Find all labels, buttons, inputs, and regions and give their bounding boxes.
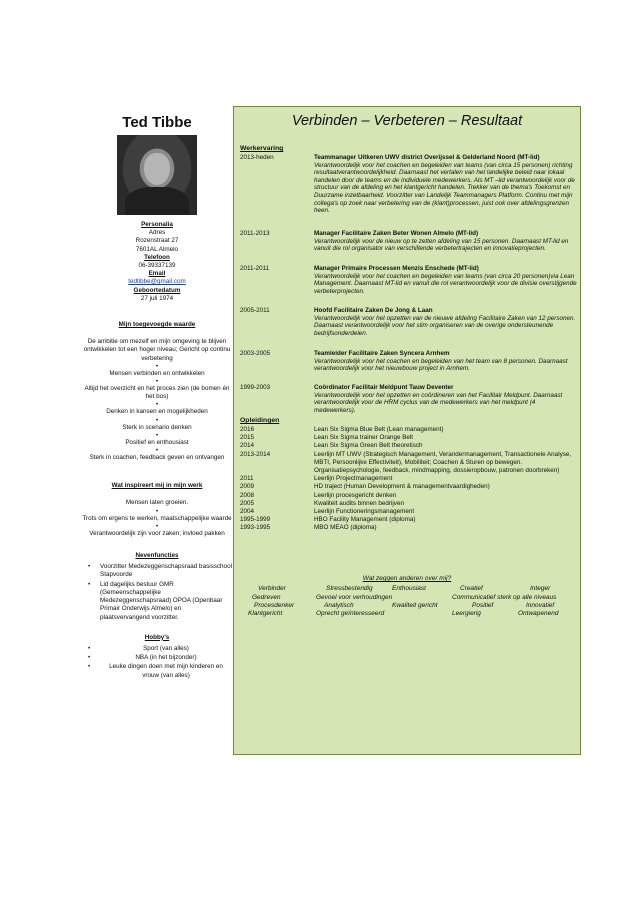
added-value-item: Mensen verbinden en ontwikkelen: [109, 369, 205, 377]
trait: Integer: [530, 585, 551, 592]
trait: Innovatief: [526, 602, 555, 609]
trait: Gedreven: [252, 594, 281, 601]
added-value-heading: Mijn toegevoegde waarde: [118, 321, 196, 329]
added-value-item: Altijd het overzicht en het proces zien (de bomen én het bos): [84, 385, 230, 401]
education-row: 2009 HD traject (Human Development & managementvaardigheden): [240, 483, 490, 491]
job-description: Verantwoordelijk voor het coachen en begeleiden van teams (van circa 20 personen)via Lean Management. Daarnaast MT-lid en vanuit die rol verantwoordelijk voor de divisie overstijgende verbeterprojecten.: [314, 272, 577, 295]
hobby-item: • Sport (van alles): [82, 645, 232, 653]
job-period: 2011-2011: [240, 265, 270, 272]
education-row: 2011 Leerlijn Projectmanagement: [240, 475, 393, 483]
hobby-item: • NBA (in het bijzonder): [82, 654, 232, 662]
function-item: • Voorzitter Medezeggenschapsraad basisschool Stapvoorde: [82, 563, 232, 579]
trait: Leergierig: [452, 610, 481, 617]
job-title: Coördinator Facilitair Meldpunt Tauw Deventer: [314, 384, 454, 391]
inspiration-heading: Wat inspireert mij in mijn werk: [111, 482, 203, 490]
job-entry: [240, 350, 578, 373]
job-title: Manager Facilitaire Zaken Beter Wonen Almelo (MT-lid): [314, 230, 479, 237]
experience-heading: Werkervaring: [240, 145, 284, 152]
added-value-item: Sterk in coachen, feedback geven en ontvangen: [89, 454, 225, 462]
personalia-heading: Personalia: [141, 221, 173, 228]
job-title: Manager Primaire Processen Menzis Enschede (MT-lid): [314, 265, 479, 272]
education-row: 2008 Leerlijn procesgericht denken: [240, 491, 397, 499]
profile-column: Ted Tibbe Personalia Adres Rozenstraat 27 7601AL Almelo Telefoon 06-39337139 Email tedtibbe@gmail.com Geboortedatum 27 juli 1974 Mijn toegevoegde waarde De ambitie om mezelf en mijn omgeving te blijven ontwikkelen tot een hoger niveau; Gericht op continu verbetering • Mensen verbinden en ontwikkelen • Altijd het overzicht en het proces zien (de bomen én het bos) • Denken in kansen en mogelijkheden • Sterk in scenario denken • Positief en enthousiast • Sterk in coachen, feedback geven en ontvangen Wat inspireert mij in mijn werk Mensen laten groeien. • Trots om ergens te werken, maatschappelijke waarde • Verantwoordelijk zijn voor zaken; invloed pakken Nevenfuncties • Voorzitter Medezeggenschapsraad basisschool Stapvoorde • Lid dagelijks bestuur GMR (Gemeenschappelijke Medezeggenschapsraad) OPOA (Openbaar Primair Onderwijs Almelo) en plaatsvervangend voorzitter. Hobby's • Sport (van alles) • NBA (in het bijzonder) • Leuke dingen doen met mijn kinderen en vrouw (van alles): [82, 108, 232, 681]
function-item: • Lid dagelijks bestuur GMR (Gemeenschappelijke Medezeggenschapsraad) OPOA (Openbaar Primair Onderwijs Almelo) en plaatsvervangend voorzitter.: [82, 581, 232, 622]
added-value-item: Sterk in scenario denken: [122, 423, 192, 431]
education-row: 1993-1995 MBO MEAO (diploma): [240, 524, 377, 532]
job-entry: [240, 230, 578, 253]
birth-label: Geboortedatum: [133, 286, 181, 294]
job-entry: [240, 307, 578, 337]
education-row: 2016 Lean Six Sigma Blue Belt (Lean management): [240, 426, 444, 433]
trait: Ontwapenend: [518, 610, 559, 617]
job-description: Verantwoordelijk voor de nieuw op te zetten afdeling van 15 personen. Daarnaast MT-lid en vanuit die rol organisator van verschillende verbetertrajecten en innovatieprojecten.: [314, 237, 569, 253]
job-entry: [240, 154, 578, 215]
job-title: Teammanager Uitkeren UWV district Overijssel & Gelderland Noord (MT-lid): [314, 154, 540, 161]
job-title: Teamleider Facilitaire Zaken Syncera Arnhem: [314, 350, 450, 357]
trait: Procesdenker: [254, 602, 295, 609]
education-row: 2005 Kwaliteit audits binnen bedrijven: [240, 499, 404, 507]
trait: Kwaliteit gericht: [392, 602, 438, 609]
added-value-item: De ambitie om mezelf en mijn omgeving te blijven ontwikkelen tot een hoger niveau; Gericht op continu verbetering: [83, 338, 231, 362]
education-row: 1995-1999 HBO Facility Management (diploma): [240, 516, 416, 524]
trait: Communicatief sterk op alle niveaus: [452, 594, 557, 601]
phone-number: 06-39337139: [138, 262, 176, 270]
city: 7601AL Almelo: [135, 245, 179, 253]
resume-panel: [233, 106, 581, 755]
functions-heading: Nevenfuncties: [135, 552, 179, 560]
education-row: 2004 Leerlijn Functioneringsmanagement: [240, 508, 415, 516]
added-value-item: Positief en enthousiast: [125, 438, 189, 446]
trait: Positief: [472, 602, 494, 609]
street: Rozenstraat 27: [135, 237, 179, 245]
education-row: 2015 Lean Six Sigma trainer Orange Belt: [240, 434, 414, 442]
education-list: [240, 426, 578, 533]
job-description: Verantwoordelijk voor het coachen en begeleiden van het team van 8 personen. Daarnaast verantwoordelijk voor het nieuwbouw project in Arnhem.: [314, 357, 568, 373]
phone-label: Telefoon: [144, 253, 170, 261]
email-label: Email: [148, 270, 166, 278]
trait: Klantgericht: [248, 610, 283, 617]
job-period: 2003-2005: [240, 350, 271, 357]
job-period: 2011-2013: [240, 230, 270, 237]
job-description: Verantwoordelijk voor het opzetten en coördineren van het Facilitair Meldpunt. Daarnaast verantwoordelijk voor de HRM cyclus van de medewerkers van het meldpunt (4 medewerkers).: [314, 391, 563, 414]
hobby-item: • Leuke dingen doen met mijn kinderen en vrouw (van alles): [82, 663, 232, 679]
others-heading: Wat zeggen anderen over mij?: [362, 575, 452, 582]
job-period: 1999-2003: [240, 384, 271, 391]
education-row: 2013-2014 Leerlijn MT UWV (Strategisch Management, Verandermanagement, Transactionele Analyse, MBTI, Persoonlijke Effectiviteit), Mobiliteit; Coachen & Sturen op bewegen. Organisatiepsychologie, feedback, mindmapping, dossieropbouw, patronen doorbreken): [240, 450, 572, 475]
address-label: Adres: [148, 229, 166, 237]
trait: Analytisch: [324, 602, 354, 609]
trait: Oprecht geïnteresseerd: [316, 610, 385, 617]
trait: Enthousiast: [392, 585, 426, 592]
tagline: Verbinden – Verbeteren – Resultaat: [291, 113, 523, 129]
trait: Gevoel voor verhoudingen: [316, 594, 393, 601]
inspiration-item: Mensen laten groeien.: [125, 499, 189, 507]
profile-photo: [117, 135, 197, 215]
email-link[interactable]: tedtibbe@gmail.com: [128, 278, 186, 286]
trait: Creatief: [460, 585, 483, 592]
education-row: 2014 Lean Six Sigma Green Belt theoretisch: [240, 442, 423, 450]
job-period: 2013-heden: [240, 154, 274, 161]
trait: Verbinder: [258, 585, 286, 592]
job-title: Hoofd Facilitaire Zaken De Jong & Laan: [314, 307, 433, 314]
education-heading: Opleidingen: [240, 417, 280, 424]
inspiration-item: Verantwoordelijk zijn voor zaken; invloed pakken: [89, 529, 225, 537]
job-period: 2005-2011: [240, 307, 270, 314]
birth-date: 27 juli 1974: [140, 294, 174, 302]
candidate-name: Ted Tibbe: [122, 114, 192, 131]
added-value-item: Denken in kansen en mogelijkheden: [106, 408, 208, 416]
trait: Stressbestendig: [326, 585, 373, 592]
job-entry: [240, 265, 578, 295]
job-description: Verantwoordelijk voor het opzetten van de nieuwe afdeling Facilitaire Zaken van 12 personen. Daarnaast verantwoordelijk voor het slim organiseren van de overige ondersteunende bedrijfsonderdelen.: [314, 314, 576, 337]
inspiration-item: Trots om ergens te werken, maatschappelijke waarde: [82, 514, 232, 522]
job-entry: [240, 384, 578, 414]
hobbies-heading: Hobby's: [144, 633, 170, 641]
job-description: Verantwoordelijk voor het coachen en begeleiden van teams (van circa 15 personen) richting resultaatverantwoordelijkheid. Daarnaast het vertalen van het landelijke beleid naar lokaal handelen door de teams en de individuele medewerkers. Als MT –lid verantwoordelijk voor de structuur van de afdeling en het klantgericht handelen. Trekker van de thema's Toekomst en Duurzame inzetbaarheid. Voorzitter van Landelijk Teammanagers Platform. Continu met mijn collega's op zoek naar verbetering van de (klant)processen, juist ook over afdelingsgrenzen heen.: [314, 161, 575, 215]
